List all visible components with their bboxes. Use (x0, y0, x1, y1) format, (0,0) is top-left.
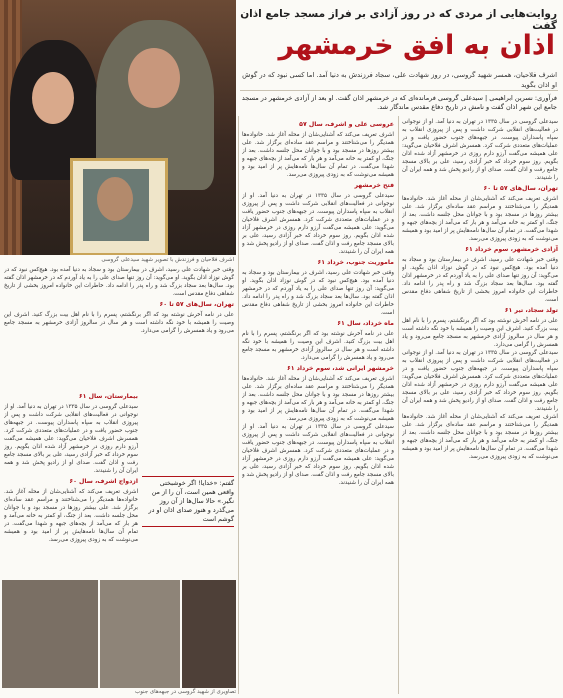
article-column-right (402, 118, 558, 692)
body-text: وقتی خبر شهادت علی رسید، اشرف در بیمارستان بود و سجاد به دنیا آمده بود. هیچ‌کس نبود که در گوش نوزاد اذان بگوید. او می‌گوید: آن روز تنها صدای علی را به یاد آوردم که در خرمشهر اذان گفته بود. سال‌ها بعد سجاد بزرگ شد و راه پدر را ادامه داد. خاطرات این خانواده امروز بخشی از تاریخ شفاهی دفاع مقدس است. (402, 257, 558, 303)
section-heading: تهران، سال‌های ۵۷ تا ۶۰ (159, 301, 234, 308)
column-divider (398, 116, 399, 694)
section-heading: آزادی خرمشهر، سوم خرداد ۶۱ (465, 246, 558, 253)
section-heading: ماموریت جنوب، خرداد ۶۱ (317, 259, 394, 266)
column-divider (238, 116, 239, 694)
section-heading: ازدواج اشرف، سال ۶۰ (69, 478, 138, 485)
section-heading: بیمارستان، سال ۶۱ (78, 393, 138, 400)
woman-left-face (32, 72, 74, 124)
hero-caption: اشرف فلاحیان و فرزندش با تصویر شهید سیدعلی گروسی (101, 257, 234, 263)
bottom-photo-3 (182, 580, 236, 688)
framed-portrait (70, 158, 168, 255)
woman-right-face (128, 48, 180, 108)
divider (240, 90, 558, 91)
body-text: سیدعلی گروسی در سال ۱۳۳۵ در تهران به دنیا آمد. او از نوجوانی در فعالیت‌های انقلابی شرکت داشت و پس از پیروزی انقلاب به سپاه پاسداران پیوست. در جبهه‌های جنوب حضور یافت و در عملیات‌های متعددی شرکت کرد. همسرش اشرف فلاحیان می‌گوید: علی همیشه می‌گفت آرزو دارم روزی در خرمشهر آزاد شده اذان بگویم. روز سوم خرداد که خبر آزادی رسید، علی بر بالای مسجد جامع رفت و اذان گفت. صدای او از رادیو پخش شد و همه ایران آن را شنیدند. (4, 404, 138, 474)
body-text: علی در نامه آخرش نوشته بود که اگر برنگشتم، پسرم را با نام اهل بیت بزرگ کنید. اشرف این وصیت را همیشه با خود نگه داشته است و هر سال در سالروز آزادی خرمشهر به مسجد جامع می‌رود و یاد همسرش را گرامی می‌دارد. (242, 331, 394, 361)
body-text: وقتی خبر شهادت علی رسید، اشرف در بیمارستان بود و سجاد به دنیا آمده بود. هیچ‌کس نبود که در گوش نوزاد اذان بگوید. او می‌گوید: آن روز تنها صدای علی را به یاد آوردم که در خرمشهر اذان گفته بود. سال‌ها بعد سجاد بزرگ شد و راه پدر را ادامه داد. خاطرات این خانواده امروز بخشی از تاریخ شفاهی دفاع مقدس است. (242, 270, 394, 316)
pull-quote: گفتم: «خدایا! اگر خوشبختی واقعی همین است، آن را از من نگیر.» حالا سال‌ها از آن روز می‌گذرد و هنوز صدای اذان او در گوشم است (142, 476, 234, 527)
hero-photo (0, 0, 236, 255)
body-text: سیدعلی گروسی در سال ۱۳۳۵ در تهران به دنیا آمد. او از نوجوانی در فعالیت‌های انقلابی شرکت داشت و پس از پیروزی انقلاب به سپاه پاسداران پیوست. در جبهه‌های جنوب حضور یافت و در عملیات‌های متعددی شرکت کرد. همسرش اشرف فلاحیان می‌گوید: علی همیشه می‌گفت آرزو دارم روزی در خرمشهر آزاد شده اذان بگویم. روز سوم خرداد که خبر آزادی رسید، علی بر بالای مسجد جامع رفت و اذان گفت. صدای او از رادیو پخش شد و همه ایران آن را شنیدند. (242, 193, 394, 255)
body-text: سیدعلی گروسی در سال ۱۳۳۵ در تهران به دنیا آمد. او از نوجوانی در فعالیت‌های انقلابی شرکت داشت و پس از پیروزی انقلاب به سپاه پاسداران پیوست. در جبهه‌های جنوب حضور یافت و در عملیات‌های متعددی شرکت کرد. همسرش اشرف فلاحیان می‌گوید: علی همیشه می‌گفت آرزو دارم روزی در خرمشهر آزاد شده اذان بگویم. روز سوم خرداد که خبر آزادی رسید، علی بر بالای مسجد جامع رفت و اذان گفت. صدای او از رادیو پخش شد و همه ایران آن را شنیدند. (402, 119, 558, 181)
bottom-caption: تصاویری از شهید گروسی در جبهه‌های جنوب (135, 689, 236, 695)
article-column-left-top (4, 266, 234, 386)
body-text: اشرف تعریف می‌کند که آشنایی‌شان از محله آغاز شد. خانواده‌ها همدیگر را می‌شناختند و مراسم عقد ساده‌ای برگزار شد. علی بیشتر روزها در مسجد بود و با جوانان محل جلسه داشت. بعد از جنگ، او کمتر به خانه می‌آمد و هر بار که می‌آمد از بچه‌های جبهه و شهدا می‌گفت. در تمام آن سال‌ها نامه‌هایش پر از امید بود و همیشه می‌نوشت که به زودی پیروزی می‌رسد. (402, 196, 558, 242)
article-column-left-mid (4, 390, 138, 570)
body-text: اشرف تعریف می‌کند که آشنایی‌شان از محله آغاز شد. خانواده‌ها همدیگر را می‌شناختند و مراسم عقد ساده‌ای برگزار شد. علی بیشتر روزها در مسجد بود و با جوانان محل جلسه داشت. بعد از جنگ، او کمتر به خانه می‌آمد و هر بار که می‌آمد از بچه‌های جبهه و شهدا می‌گفت. در تمام آن سال‌ها نامه‌هایش پر از امید بود و همیشه می‌نوشت که به زودی پیروزی می‌رسد. (242, 376, 394, 422)
body-text: وقتی خبر شهادت علی رسید، اشرف در بیمارستان بود و سجاد به دنیا آمده بود. هیچ‌کس نبود که در گوش نوزاد اذان بگوید. او می‌گوید: آن روز تنها صدای علی را به یاد آوردم که در خرمشهر اذان گفته بود. سال‌ها بعد سجاد بزرگ شد و راه پدر را ادامه داد. خاطرات این خانواده امروز بخشی از تاریخ شفاهی دفاع مقدس است. (4, 267, 234, 297)
bottom-photo-2 (100, 580, 180, 688)
body-text: اشرف تعریف می‌کند که آشنایی‌شان از محله آغاز شد. خانواده‌ها همدیگر را می‌شناختند و مراسم عقد ساده‌ای برگزار شد. علی بیشتر روزها در مسجد بود و با جوانان محل جلسه داشت. بعد از جنگ، او کمتر به خانه می‌آمد و هر بار که می‌آمد از بچه‌های جبهه و شهدا می‌گفت. در تمام آن سال‌ها نامه‌هایش پر از امید بود و همیشه می‌نوشت که به زودی پیروزی می‌رسد. (242, 132, 394, 178)
body-text: اشرف تعریف می‌کند که آشنایی‌شان از محله آغاز شد. خانواده‌ها همدیگر را می‌شناختند و مراسم عقد ساده‌ای برگزار شد. علی بیشتر روزها در مسجد بود و با جوانان محل جلسه داشت. بعد از جنگ، او کمتر به خانه می‌آمد و هر بار که می‌آمد از بچه‌های جبهه و شهدا می‌گفت. در تمام آن سال‌ها نامه‌هایش پر از امید بود و همیشه می‌نوشت که به زودی پیروزی می‌رسد. (4, 489, 138, 543)
body-text: علی در نامه آخرش نوشته بود که اگر برنگشتم، پسرم را با نام اهل بیت بزرگ کنید. اشرف این وصیت را همیشه با خود نگه داشته است و هر سال در سالروز آزادی خرمشهر به مسجد جامع می‌رود و یاد همسرش را گرامی می‌دارد. (402, 318, 558, 348)
bottom-photo-1 (2, 580, 98, 688)
body-text: سیدعلی گروسی در سال ۱۳۳۵ در تهران به دنیا آمد. او از نوجوانی در فعالیت‌های انقلابی شرکت داشت و پس از پیروزی انقلاب به سپاه پاسداران پیوست. در جبهه‌های جنوب حضور یافت و در عملیات‌های متعددی شرکت کرد. همسرش اشرف فلاحیان می‌گوید: علی همیشه می‌گفت آرزو دارم روزی در خرمشهر آزاد شده اذان بگویم. روز سوم خرداد که خبر آزادی رسید، علی بر بالای مسجد جامع رفت و اذان گفت. صدای او از رادیو پخش شد و همه ایران آن را شنیدند. (402, 350, 558, 412)
section-heading: ماه خرداد، سال ۶۱ (337, 320, 394, 327)
lead-paragraph: فرآوری: نسرین ابراهیمی | سیدعلی گروسی فرمانده‌ای که در خرمشهر اذان گفت. او بعد از آزادی خرمشهر در مسجد جامع این شهر اذان گفت و نامش در تاریخ دفاع مقدس ماندگار شد. (241, 94, 557, 111)
article-column-middle (242, 118, 394, 692)
section-heading: خرمشهر ایرانی شد، سوم خرداد ۶۱ (287, 365, 394, 372)
section-heading: تولد سجاد، تیر ۶۱ (504, 307, 558, 314)
kicker: روایت‌هایی از مردی که در روز آزادی بر فراز مسجد جامع اذان گفت (240, 8, 557, 32)
body-text: علی در نامه آخرش نوشته بود که اگر برنگشتم، پسرم را با نام اهل بیت بزرگ کنید. اشرف این وصیت را همیشه با خود نگه داشته است و هر سال در سالروز آزادی خرمشهر به مسجد جامع می‌رود و یاد همسرش را گرامی می‌دارد. (4, 312, 234, 334)
body-text: سیدعلی گروسی در سال ۱۳۳۵ در تهران به دنیا آمد. او از نوجوانی در فعالیت‌های انقلابی شرکت داشت و پس از پیروزی انقلاب به سپاه پاسداران پیوست. در جبهه‌های جنوب حضور یافت و در عملیات‌های متعددی شرکت کرد. همسرش اشرف فلاحیان می‌گوید: علی همیشه می‌گفت آرزو دارم روزی در خرمشهر آزاد شده اذان بگویم. روز سوم خرداد که خبر آزادی رسید، علی بر بالای مسجد جامع رفت و اذان گفت. صدای او از رادیو پخش شد و همه ایران آن را شنیدند. (242, 424, 394, 486)
section-heading: تهران، سال‌های ۵۷ تا ۶۰ (483, 185, 558, 192)
byline: اشرف فلاحیان، همسر شهید گروسی، در روز شهادت علی، سجاد فرزندش به دنیا آمد. اما کسی نبود که در گوش او اذان بگوید (242, 71, 557, 89)
body-text: اشرف تعریف می‌کند که آشنایی‌شان از محله آغاز شد. خانواده‌ها همدیگر را می‌شناختند و مراسم عقد ساده‌ای برگزار شد. علی بیشتر روزها در مسجد بود و با جوانان محل جلسه داشت. بعد از جنگ، او کمتر به خانه می‌آمد و هر بار که می‌آمد از بچه‌های جبهه و شهدا می‌گفت. در تمام آن سال‌ها نامه‌هایش پر از امید بود و همیشه می‌نوشت که به زودی پیروزی می‌رسد. (402, 414, 558, 460)
headline: اذان به افق خرمشهر (278, 30, 555, 61)
section-heading: عروسی علی و اشرف، سال ۵۷ (299, 121, 394, 128)
section-heading: فتح خرمشهر (354, 182, 394, 189)
